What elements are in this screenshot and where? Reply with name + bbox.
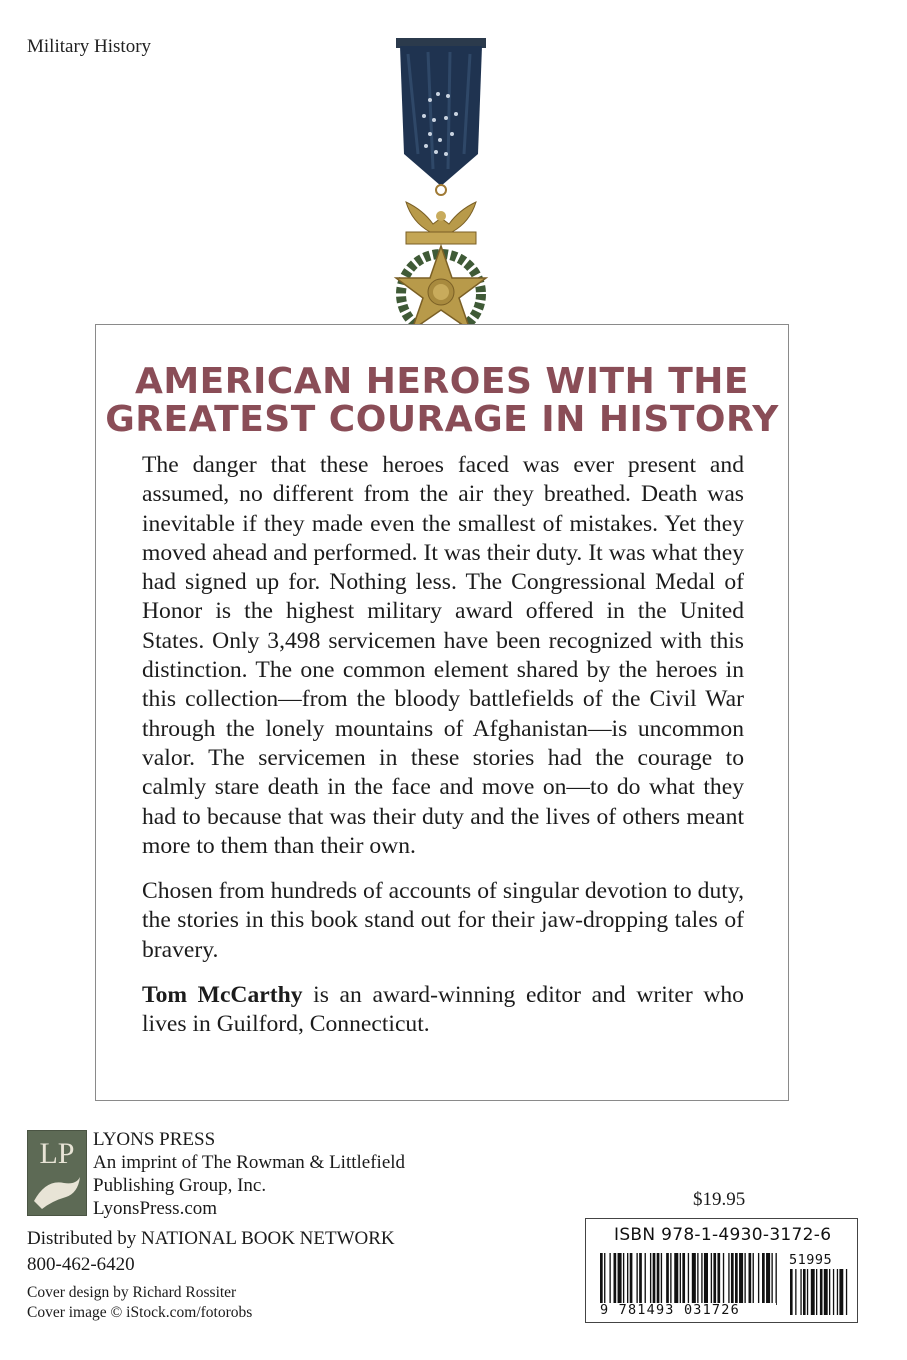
barcode-digits: 9 781493 031726 bbox=[600, 1303, 776, 1318]
cover-credits bbox=[27, 1283, 252, 1323]
publisher-website: LyonsPress.com bbox=[93, 1198, 218, 1219]
category-label: Military History bbox=[27, 36, 152, 57]
author-bio-text: is an award-winning editor and writer who lives in Guilford, Connecticut. bbox=[142, 982, 744, 1038]
headline-line-1: AMERICAN HEROES WITH THE bbox=[134, 361, 750, 402]
price: $19.95 bbox=[693, 1189, 746, 1210]
barcode-addon-digits: 51995 bbox=[789, 1252, 833, 1268]
isbn-label: ISBN 978-1-4930-3172-6 bbox=[614, 1225, 832, 1245]
logo-letters: LP bbox=[39, 1137, 75, 1170]
cover-design-credit: Cover design by Richard Rossiter bbox=[27, 1284, 237, 1301]
author-name: Tom McCarthy bbox=[142, 982, 303, 1009]
blurb-paragraph-2: Chosen from hundreds of accounts of singular devotion to duty, the stories in this book stand out for their jaw-dropping tales of bravery. bbox=[142, 878, 744, 963]
lyons-press-logo bbox=[27, 1130, 87, 1216]
description-panel bbox=[95, 324, 789, 1101]
headline-line-2: GREATEST COURAGE IN HISTORY bbox=[105, 399, 779, 440]
distributor-phone: 800-462-6420 bbox=[27, 1254, 135, 1275]
publisher-group: Publishing Group, Inc. bbox=[93, 1175, 267, 1196]
distributor: Distributed by NATIONAL BOOK NETWORK bbox=[27, 1228, 395, 1249]
medal-of-honor-image bbox=[378, 34, 504, 356]
cover-image-credit: Cover image © iStock.com/fotorobs bbox=[27, 1304, 253, 1321]
blurb-paragraph-1: The danger that these heroes faced was ever present and assumed, no different from the air they breathed. Death was inevitable if they made even the smallest of mistakes. Yet they moved ahead and performed. It was their duty. It was what they had signed up for. Nothing less. The Congressional Medal of Honor is the highest military award offered in the United States. Only 3,498 servicemen have been recognized with this distinction. The one common element shared by the heroes in this collection—from the bloody battlefields of the Civil War through the lonely mountains of Afghanistan—is uncommon valor. The servicemen in these stories had the courage to calmly stare death in the face and move on—to do what they had to because that was their duty and the lives of others meant more to them than their own. bbox=[142, 452, 744, 859]
headline bbox=[96, 363, 788, 439]
publisher-name: LYONS PRESS bbox=[93, 1129, 216, 1150]
author-bio bbox=[142, 981, 744, 1040]
blurb-text bbox=[142, 451, 744, 1056]
distribution-info bbox=[27, 1226, 395, 1278]
publisher-imprint: An imprint of The Rowman & Littlefield bbox=[93, 1152, 406, 1173]
isbn-barcode bbox=[585, 1218, 858, 1323]
publisher-info bbox=[93, 1128, 405, 1220]
